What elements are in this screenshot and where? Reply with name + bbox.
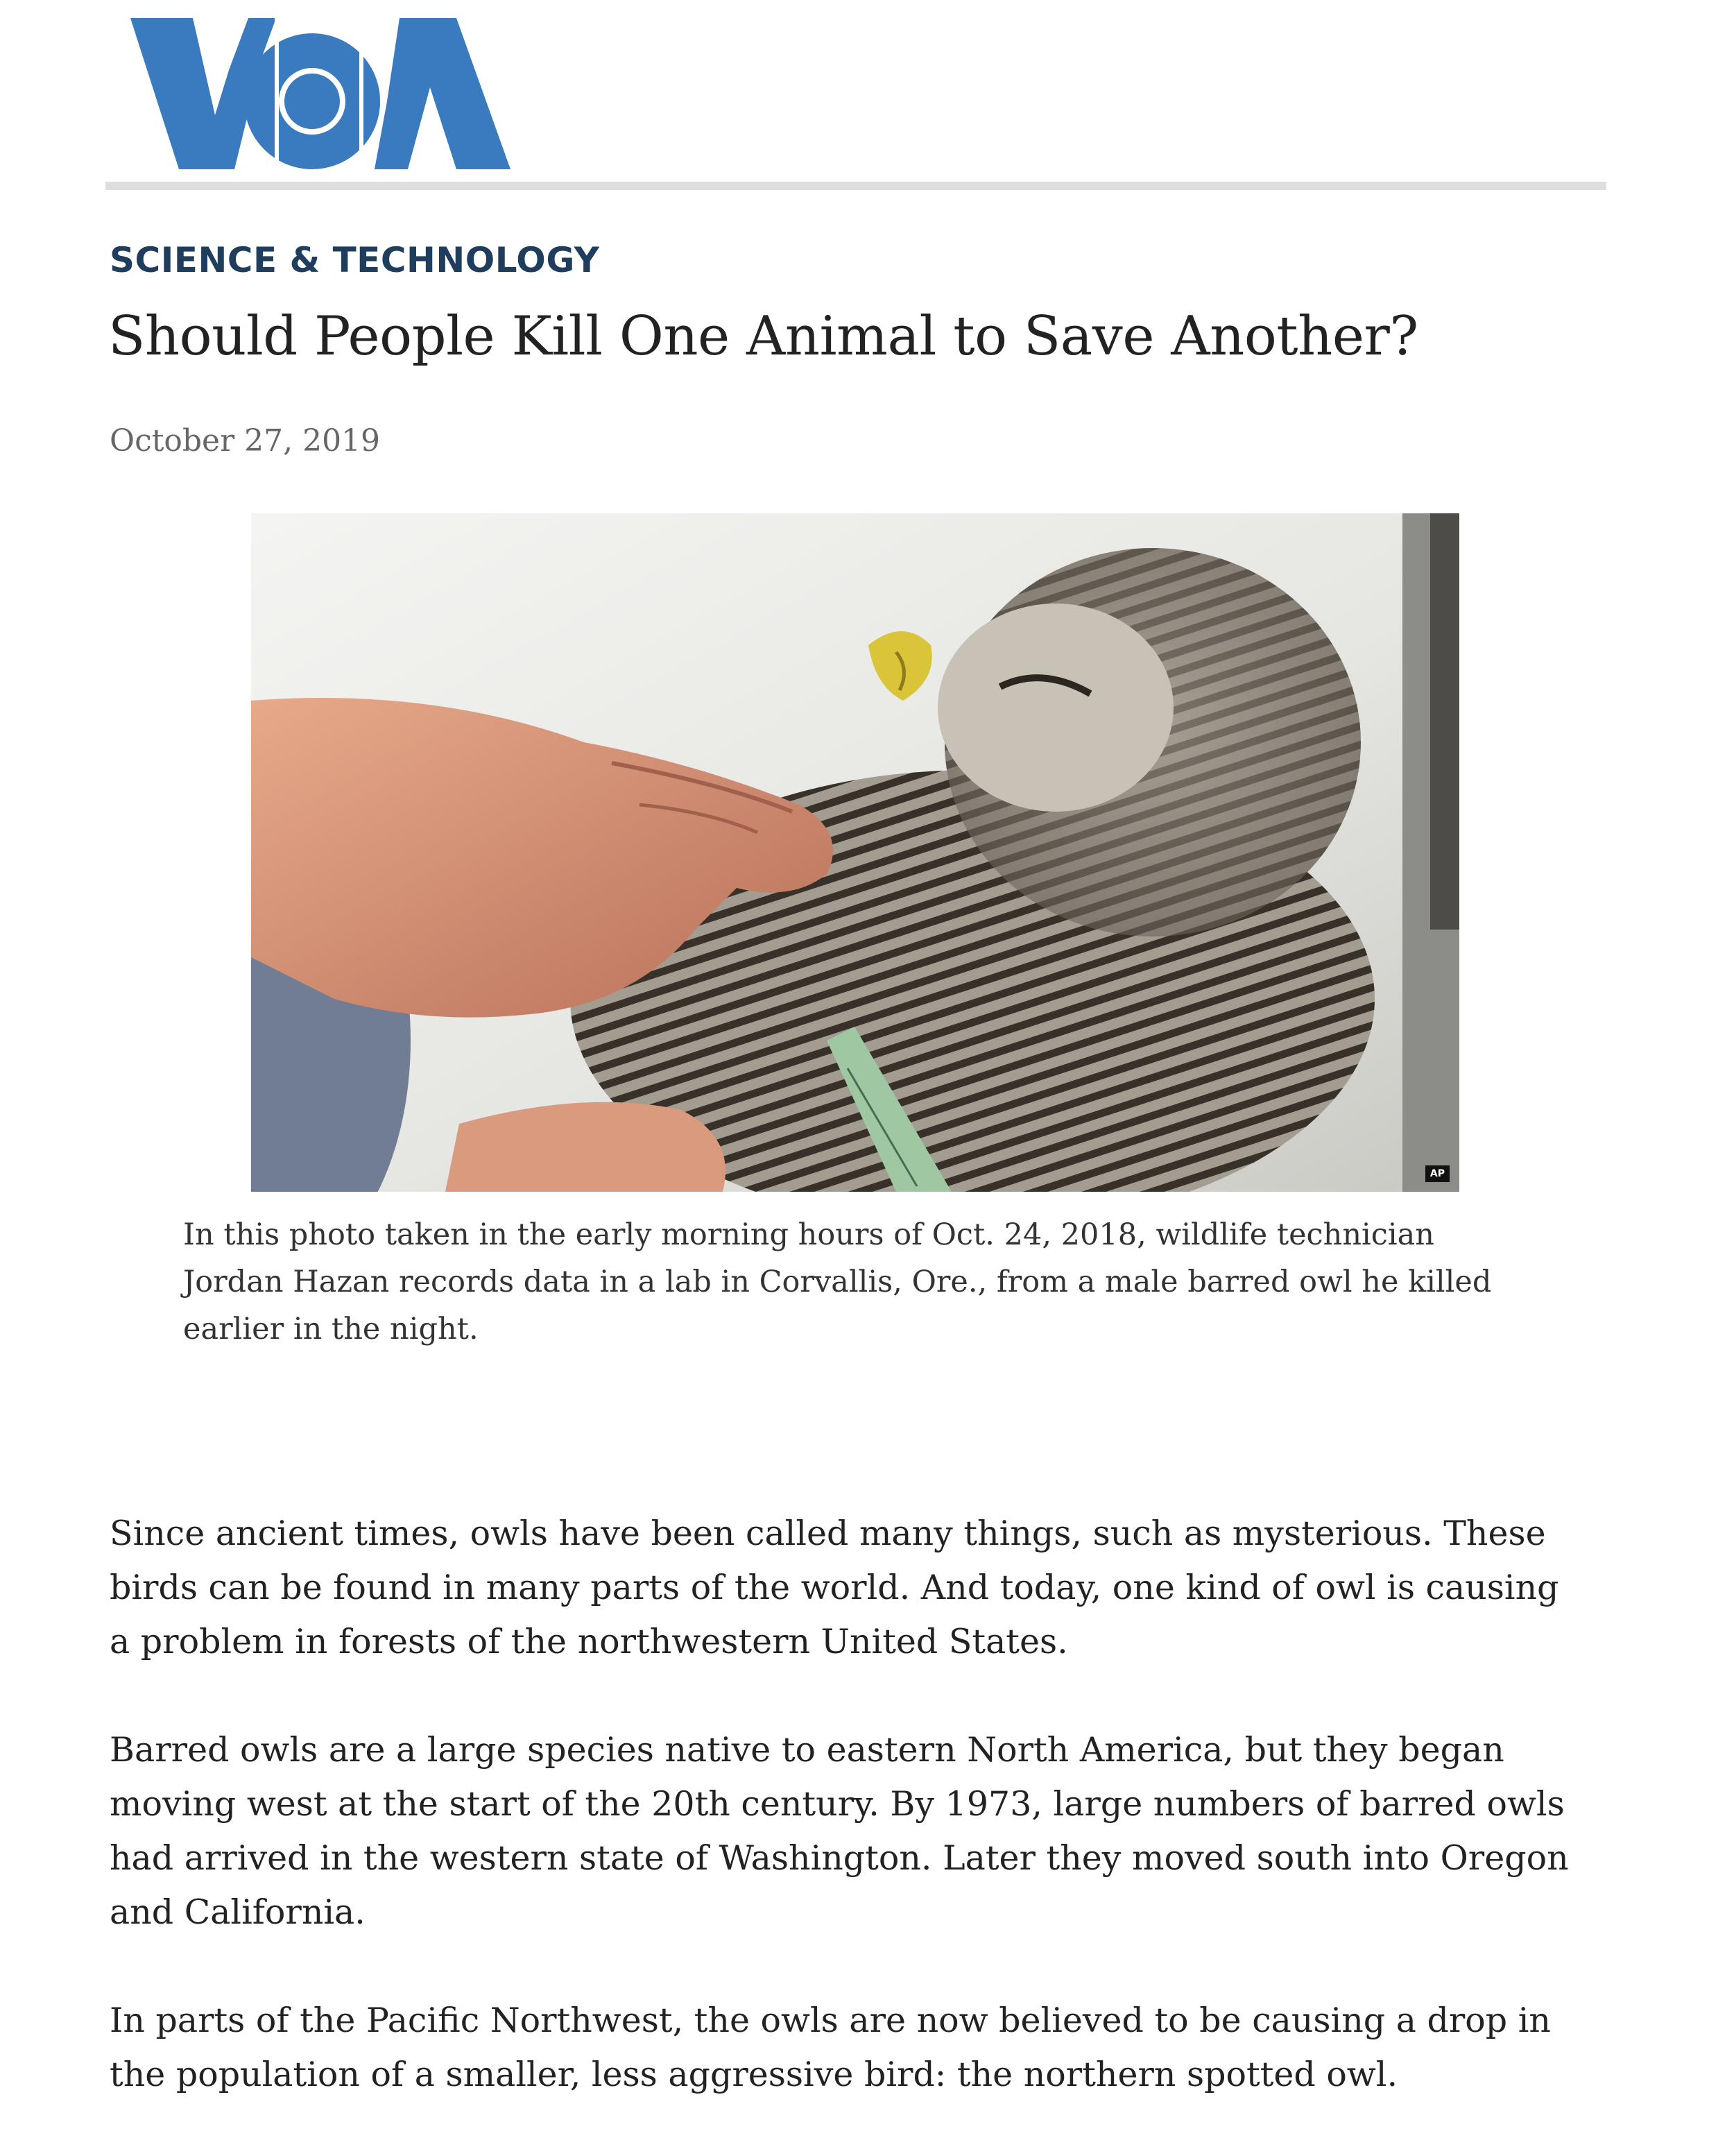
article-title: Should People Kill One Animal to Save Another? <box>108 305 1418 368</box>
article-body <box>110 1507 1580 2156</box>
article-paragraph: Barred owls are a large species native to eastern North America, but they began moving west at the start of the 20th century. By 1973, large numbers of barred owls had arrived in the western state of Washington. Later they moved south into Oregon and California. <box>110 1730 1569 1932</box>
owl-photo-illustration <box>251 513 1459 1192</box>
photo-caption: In this photo taken in the early morning hours of Oct. 24, 2018, wildlife technician Jordan Hazan records data in a lab in Corvallis, Ore., from a male barred owl he killed earlier in the night. <box>183 1217 1492 1346</box>
publish-date: October 27, 2019 <box>110 423 381 459</box>
article-paragraph: Since ancient times, owls have been called many things, such as mysterious. These birds can be found in many parts of the world. And today, one kind of owl is causing a problem in forests of the northwestern United States. <box>110 1514 1559 1661</box>
header-divider <box>105 182 1606 190</box>
article-paragraph: In parts of the Pacific Northwest, the owls are now believed to be causing a drop in the population of a smaller, less aggressive bird: the northern spotted owl. <box>110 2001 1551 2094</box>
voa-logo-mark <box>130 18 510 171</box>
photo-credit-badge: AP <box>1425 1165 1450 1182</box>
voa-logo[interactable] <box>130 18 510 171</box>
article-photo <box>251 513 1459 1192</box>
article-category-link[interactable]: SCIENCE & TECHNOLOGY <box>110 240 600 280</box>
